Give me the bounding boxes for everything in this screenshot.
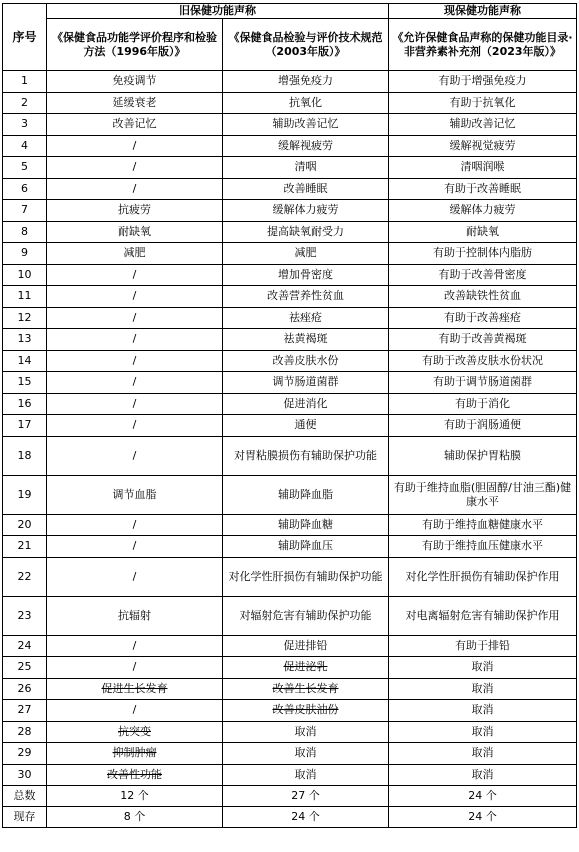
- seq-cell: 1: [3, 71, 47, 93]
- claim-1996-cell: /: [47, 329, 223, 351]
- claim-2023-cell: 有助于维持血脂(胆固醇/甘油三酯)健康水平: [389, 475, 577, 514]
- claim-2023-cell: 有助于改善黄褐斑: [389, 329, 577, 351]
- claim-2023-cell: 取消: [389, 721, 577, 743]
- claim-2023-cell: 缓解体力疲劳: [389, 200, 577, 222]
- claim-1996-cell: 抗疲劳: [47, 200, 223, 222]
- claim-1996-cell: 改善性功能: [47, 764, 223, 786]
- claim-2003-cell: 缓解视疲劳: [223, 135, 389, 157]
- table-row: [3, 329, 577, 351]
- claim-1996-cell: 免疫调节: [47, 71, 223, 93]
- claim-2023-cell: 取消: [389, 743, 577, 765]
- table-row: [3, 243, 577, 265]
- claim-2023-cell: 有助于维持血压健康水平: [389, 536, 577, 558]
- header-seq: 序号: [3, 4, 47, 71]
- claim-2003-cell: 祛痤疮: [223, 307, 389, 329]
- claim-2003-cell: 改善生长发育: [223, 678, 389, 700]
- claim-1996-cell: 抗辐射: [47, 596, 223, 635]
- remaining-2023: 24 个: [389, 807, 577, 828]
- seq-cell: 5: [3, 157, 47, 179]
- claim-2023-cell: 清咽润喉: [389, 157, 577, 179]
- claim-2003-cell: 辅助改善记忆: [223, 114, 389, 136]
- seq-cell: 22: [3, 557, 47, 596]
- claim-2023-cell: 有助于增强免疫力: [389, 71, 577, 93]
- claim-1996-cell: 调节血脂: [47, 475, 223, 514]
- claim-2003-cell: 调节肠道菌群: [223, 372, 389, 394]
- claim-1996-cell: 抑制肿瘤: [47, 743, 223, 765]
- claim-2003-cell: 辅助降血脂: [223, 475, 389, 514]
- table-row: [3, 135, 577, 157]
- header-2023: 《允许保健食品声称的保健功能目录·非营养素补充剂（2023年版）》: [389, 19, 577, 71]
- table-row: [3, 514, 577, 536]
- claim-2003-cell: 抗氧化: [223, 92, 389, 114]
- claim-1996-cell: /: [47, 657, 223, 679]
- table-row: [3, 436, 577, 475]
- claim-2003-cell: 增强免疫力: [223, 71, 389, 93]
- claim-2003-cell: 辅助降血糖: [223, 514, 389, 536]
- claim-2003-cell: 改善营养性贫血: [223, 286, 389, 308]
- total-1996: 12 个: [47, 786, 223, 807]
- claim-2003-cell: 缓解体力疲劳: [223, 200, 389, 222]
- seq-cell: 11: [3, 286, 47, 308]
- header-2003: 《保健食品检验与评价技术规范（2003年版）》: [223, 19, 389, 71]
- seq-cell: 20: [3, 514, 47, 536]
- table-row: [3, 536, 577, 558]
- table-row-total: [3, 786, 577, 807]
- claim-2003-cell: 对辐射危害有辅助保护功能: [223, 596, 389, 635]
- seq-cell: 3: [3, 114, 47, 136]
- seq-cell: 18: [3, 436, 47, 475]
- seq-cell: 26: [3, 678, 47, 700]
- seq-cell: 17: [3, 415, 47, 437]
- table-row: [3, 307, 577, 329]
- header-row-groups: [3, 4, 577, 19]
- claim-2003-cell: 取消: [223, 721, 389, 743]
- header-row-sources: [3, 19, 577, 71]
- claim-1996-cell: 改善记忆: [47, 114, 223, 136]
- claim-2023-cell: 耐缺氧: [389, 221, 577, 243]
- claim-1996-cell: 减肥: [47, 243, 223, 265]
- seq-cell: 29: [3, 743, 47, 765]
- seq-cell: 9: [3, 243, 47, 265]
- header-old-claims: 旧保健功能声称: [47, 4, 389, 19]
- seq-cell: 4: [3, 135, 47, 157]
- claim-2023-cell: 有助于排铅: [389, 635, 577, 657]
- claim-1996-cell: 耐缺氧: [47, 221, 223, 243]
- claim-1996-cell: 延缓衰老: [47, 92, 223, 114]
- table-row: [3, 475, 577, 514]
- table-row: [3, 200, 577, 222]
- function-claims-table: [2, 3, 577, 828]
- claim-1996-cell: 抗突变: [47, 721, 223, 743]
- claim-2003-cell: 通便: [223, 415, 389, 437]
- claim-1996-cell: /: [47, 135, 223, 157]
- total-2023: 24 个: [389, 786, 577, 807]
- seq-cell: 30: [3, 764, 47, 786]
- table-row: [3, 157, 577, 179]
- claim-2003-cell: 改善皮肤油份: [223, 700, 389, 722]
- remaining-2003: 24 个: [223, 807, 389, 828]
- table-row: [3, 596, 577, 635]
- total-2003: 27 个: [223, 786, 389, 807]
- claim-2023-cell: 改善缺铁性贫血: [389, 286, 577, 308]
- claim-2023-cell: 对电离辐射危害有辅助保护作用: [389, 596, 577, 635]
- table-row: [3, 350, 577, 372]
- seq-cell: 8: [3, 221, 47, 243]
- seq-cell: 27: [3, 700, 47, 722]
- claim-2003-cell: 改善皮肤水份: [223, 350, 389, 372]
- seq-cell: 10: [3, 264, 47, 286]
- table-row: [3, 635, 577, 657]
- claim-2003-cell: 辅助降血压: [223, 536, 389, 558]
- claim-2023-cell: 缓解视觉疲劳: [389, 135, 577, 157]
- claim-1996-cell: /: [47, 557, 223, 596]
- table-row: [3, 415, 577, 437]
- claim-2023-cell: 取消: [389, 657, 577, 679]
- seq-cell: 7: [3, 200, 47, 222]
- seq-cell: 2: [3, 92, 47, 114]
- table-row: [3, 114, 577, 136]
- claim-2003-cell: 改善睡眠: [223, 178, 389, 200]
- table-row: [3, 92, 577, 114]
- seq-cell: 12: [3, 307, 47, 329]
- claim-2003-cell: 清咽: [223, 157, 389, 179]
- claim-2003-cell: 取消: [223, 743, 389, 765]
- claim-2023-cell: 有助于抗氧化: [389, 92, 577, 114]
- table-row: [3, 286, 577, 308]
- claim-1996-cell: /: [47, 635, 223, 657]
- seq-cell: 23: [3, 596, 47, 635]
- table-row: [3, 393, 577, 415]
- seq-cell: 19: [3, 475, 47, 514]
- seq-cell: 14: [3, 350, 47, 372]
- claim-1996-cell: /: [47, 264, 223, 286]
- claim-1996-cell: /: [47, 415, 223, 437]
- claim-2003-cell: 增加骨密度: [223, 264, 389, 286]
- claim-2023-cell: 有助于润肠通便: [389, 415, 577, 437]
- claim-1996-cell: /: [47, 393, 223, 415]
- claim-2023-cell: 有助于控制体内脂肪: [389, 243, 577, 265]
- claim-2003-cell: 促进排铅: [223, 635, 389, 657]
- claim-1996-cell: /: [47, 307, 223, 329]
- table-row: [3, 700, 577, 722]
- total-label: 总数: [3, 786, 47, 807]
- claim-2023-cell: 取消: [389, 700, 577, 722]
- claim-2003-cell: 减肥: [223, 243, 389, 265]
- table-row: [3, 178, 577, 200]
- claim-1996-cell: /: [47, 436, 223, 475]
- seq-cell: 6: [3, 178, 47, 200]
- table-row: [3, 557, 577, 596]
- claim-2023-cell: 有助于消化: [389, 393, 577, 415]
- claim-1996-cell: 促进生长发育: [47, 678, 223, 700]
- claim-2023-cell: 有助于改善痤疮: [389, 307, 577, 329]
- seq-cell: 25: [3, 657, 47, 679]
- claim-2023-cell: 取消: [389, 764, 577, 786]
- table-row: [3, 221, 577, 243]
- claim-1996-cell: /: [47, 157, 223, 179]
- seq-cell: 21: [3, 536, 47, 558]
- claim-2003-cell: 促进泌乳: [223, 657, 389, 679]
- claim-2023-cell: 对化学性肝损伤有辅助保护作用: [389, 557, 577, 596]
- table-row: [3, 721, 577, 743]
- claim-2023-cell: 有助于改善睡眠: [389, 178, 577, 200]
- claim-2003-cell: 提高缺氧耐受力: [223, 221, 389, 243]
- seq-cell: 15: [3, 372, 47, 394]
- table-row: [3, 264, 577, 286]
- table-row: [3, 657, 577, 679]
- table-row: [3, 743, 577, 765]
- seq-cell: 24: [3, 635, 47, 657]
- claim-2003-cell: 祛黄褐斑: [223, 329, 389, 351]
- seq-cell: 13: [3, 329, 47, 351]
- table-row: [3, 764, 577, 786]
- claim-2023-cell: 有助于改善骨密度: [389, 264, 577, 286]
- table-row: [3, 71, 577, 93]
- remaining-label: 现存: [3, 807, 47, 828]
- claim-1996-cell: /: [47, 350, 223, 372]
- claim-2003-cell: 取消: [223, 764, 389, 786]
- claim-2003-cell: 对胃粘膜损伤有辅助保护功能: [223, 436, 389, 475]
- seq-cell: 28: [3, 721, 47, 743]
- seq-cell: 16: [3, 393, 47, 415]
- claim-2023-cell: 辅助改善记忆: [389, 114, 577, 136]
- function-claims-table-container: [2, 3, 577, 828]
- claim-1996-cell: /: [47, 286, 223, 308]
- claim-2003-cell: 促进消化: [223, 393, 389, 415]
- claim-1996-cell: /: [47, 700, 223, 722]
- header-new-claims: 现保健功能声称: [389, 4, 577, 19]
- claim-2003-cell: 对化学性肝损伤有辅助保护功能: [223, 557, 389, 596]
- claim-1996-cell: /: [47, 536, 223, 558]
- table-body: [3, 71, 577, 786]
- table-row: [3, 678, 577, 700]
- claim-2023-cell: 取消: [389, 678, 577, 700]
- table-row-remaining: [3, 807, 577, 828]
- remaining-1996: 8 个: [47, 807, 223, 828]
- header-1996: 《保健食品功能学评价程序和检验方法（1996年版）》: [47, 19, 223, 71]
- claim-2023-cell: 有助于维持血糖健康水平: [389, 514, 577, 536]
- claim-2023-cell: 有助于改善皮肤水份状况: [389, 350, 577, 372]
- table-row: [3, 372, 577, 394]
- claim-2023-cell: 有助于调节肠道菌群: [389, 372, 577, 394]
- claim-1996-cell: /: [47, 372, 223, 394]
- claim-2023-cell: 辅助保护胃粘膜: [389, 436, 577, 475]
- claim-1996-cell: /: [47, 514, 223, 536]
- claim-1996-cell: /: [47, 178, 223, 200]
